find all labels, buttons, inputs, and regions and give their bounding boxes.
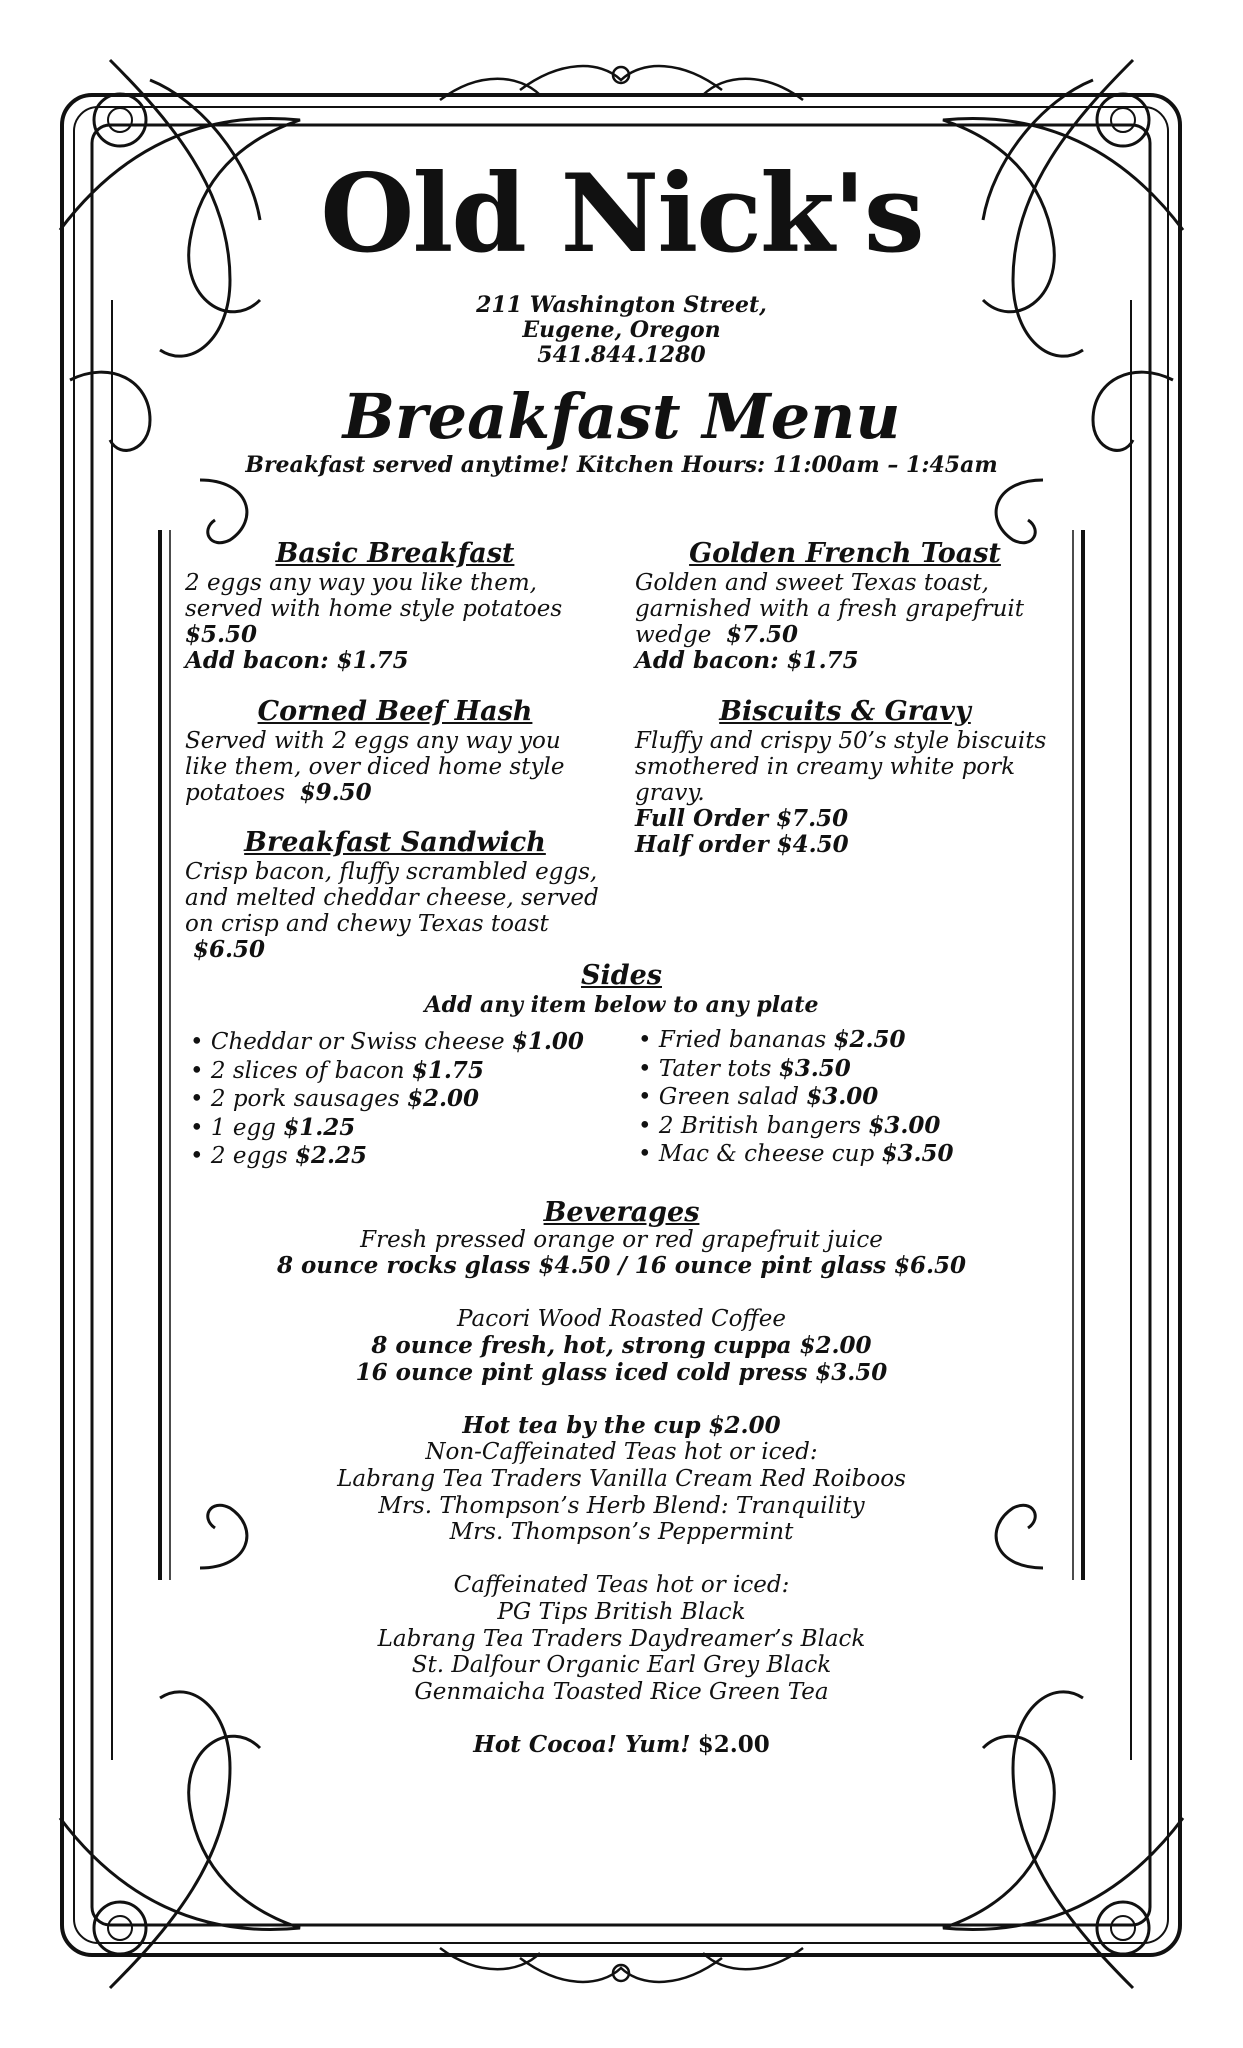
list-item: • 2 British bangers $3.00	[638, 1112, 1058, 1141]
list-item: • 2 eggs $2.25	[190, 1142, 630, 1171]
caf-heading: Caffeinated Teas hot or iced:	[453, 1572, 790, 1599]
hot-cocoa	[0, 1732, 1243, 1759]
cocoa-label: Hot Cocoa! Yum!	[473, 1730, 691, 1758]
item-addon: Add bacon: $1.75	[185, 647, 409, 674]
item-price-full: Full Order $7.50	[635, 805, 849, 832]
item-description: on crisp and chewy Texas toast	[185, 911, 549, 937]
list-item: • Tater tots $3.50	[638, 1055, 1058, 1084]
item-description: Golden and sweet Texas toast,	[635, 570, 989, 596]
item-description: Served with 2 eggs any way you	[185, 728, 561, 754]
item-description: and melted cheddar cheese, served	[185, 885, 599, 911]
item-price-half: Half order $4.50	[635, 831, 849, 858]
beverages-section	[0, 1197, 1243, 1758]
item-golden-french-toast	[635, 538, 1075, 674]
sides-list-right	[638, 1026, 1058, 1169]
item-addon: Add bacon: $1.75	[635, 647, 859, 674]
list-item: Genmaicha Toasted Rice Green Tea	[414, 1678, 829, 1705]
item-description: Crisp bacon, fluffy scrambled eggs,	[185, 859, 598, 885]
sides-list-left	[190, 1028, 630, 1171]
kitchen-hours: Breakfast served anytime! Kitchen Hours: 11:00am – 1:45am	[245, 452, 998, 478]
item-title: Basic Breakfast	[275, 538, 515, 569]
list-item: • Cheddar or Swiss cheese $1.00	[190, 1028, 630, 1057]
item-description: 2 eggs any way you like them,	[185, 570, 537, 596]
item-title: Corned Beef Hash	[257, 696, 533, 727]
list-item: Labrang Tea Traders Daydreamer’s Black	[377, 1625, 866, 1652]
item-description: potatoes $9.50	[185, 779, 372, 806]
juice-price: 8 ounce rocks glass $4.50 / 16 ounce pint glass $6.50	[276, 1252, 967, 1280]
coffee-hot-price: 8 ounce fresh, hot, strong cuppa $2.00	[371, 1331, 872, 1359]
item-price: $5.50	[185, 621, 258, 648]
item-description: garnished with a fresh grapefruit	[635, 596, 1025, 622]
noncaf-heading: Non-Caffeinated Teas hot or iced:	[425, 1439, 818, 1466]
item-price: $6.50	[193, 936, 266, 963]
item-title: Biscuits & Gravy	[719, 696, 971, 727]
item-title: Breakfast Sandwich	[244, 827, 546, 858]
phone-number: 541.844.1280	[537, 342, 706, 368]
item-basic-breakfast	[185, 538, 625, 674]
list-item: Labrang Tea Traders Vanilla Cream Red Roiboos	[337, 1465, 906, 1492]
juice-description: Fresh pressed orange or red grapefruit juice	[360, 1226, 883, 1253]
item-title: Golden French Toast	[689, 538, 1001, 569]
tea-price: Hot tea by the cup $2.00	[462, 1411, 781, 1439]
item-price: $7.50	[725, 621, 799, 648]
list-item: Mrs. Thompson’s Herb Blend: Tranquility	[378, 1492, 865, 1519]
list-item: • Green salad $3.00	[638, 1083, 1058, 1112]
restaurant-address	[0, 293, 1243, 368]
item-description: gravy.	[635, 780, 705, 806]
address-street: 211 Washington Street,	[476, 292, 767, 318]
item-price: $9.50	[299, 779, 372, 806]
list-item: • 2 pork sausages $2.00	[190, 1085, 630, 1114]
coffee-iced-price: 16 ounce pint glass iced cold press $3.50	[355, 1358, 888, 1386]
item-description: like them, over diced home style	[185, 754, 565, 780]
item-description: smothered in creamy white pork	[635, 754, 1016, 780]
list-item: • 2 slices of bacon $1.75	[190, 1057, 630, 1086]
list-item: • Fried bananas $2.50	[638, 1026, 1058, 1055]
restaurant-logo: Old Nick's	[320, 151, 923, 277]
list-item: St. Dalfour Organic Earl Grey Black	[411, 1652, 832, 1679]
address-city: Eugene, Oregon	[522, 317, 721, 343]
menu-title: Breakfast Menu	[342, 380, 901, 453]
item-biscuits-gravy	[635, 696, 1075, 858]
list-item: Mrs. Thompson’s Peppermint	[449, 1519, 794, 1546]
sides-heading: Sides	[580, 960, 662, 991]
item-description: wedge $7.50	[635, 621, 799, 648]
list-item: • 1 egg $1.25	[190, 1114, 630, 1143]
item-description: served with home style potatoes	[185, 596, 563, 622]
cocoa-price: $2.00	[697, 1730, 770, 1758]
beverages-heading: Beverages	[543, 1197, 700, 1228]
list-item: PG Tips British Black	[497, 1598, 746, 1625]
sides-subtitle: Add any item below to any plate	[424, 992, 819, 1018]
list-item: • Mac & cheese cup $3.50	[638, 1140, 1058, 1169]
item-corned-beef-hash	[185, 696, 625, 806]
coffee-description: Pacori Wood Roasted Coffee	[457, 1306, 786, 1333]
item-description: Fluffy and crispy 50’s style biscuits	[635, 728, 1047, 754]
item-breakfast-sandwich	[185, 827, 625, 963]
